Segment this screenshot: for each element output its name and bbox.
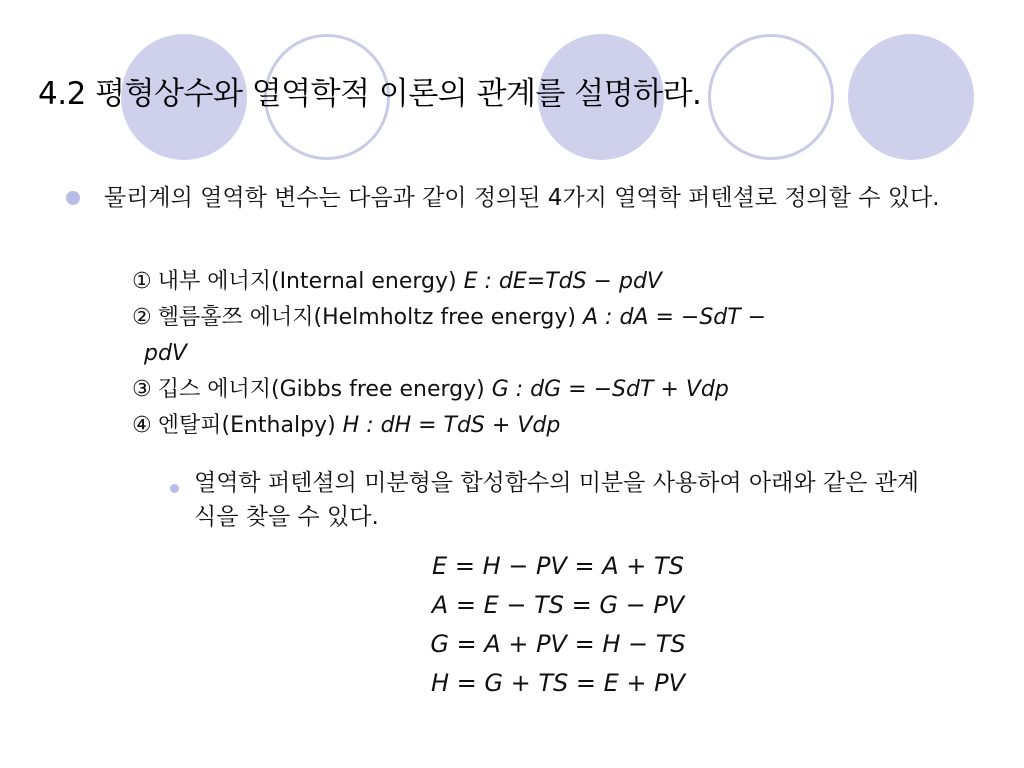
equation-line: A = E − TS = G − PV <box>431 591 685 619</box>
circled-number: ④ <box>132 413 152 438</box>
definition-formula: H : dH = TdS + Vdp <box>342 413 561 438</box>
definition-enthalpy <box>132 408 932 444</box>
slide-title: 4.2 평형상수와 열역학적 이론의 관계를 설명하라. <box>38 76 702 112</box>
definition-formula-continued: pdV <box>144 341 187 366</box>
relation-equations <box>300 547 816 703</box>
intro-text: 물리계의 열역학 변수는 다음과 같이 정의된 4가지 열역학 퍼텐셜로 정의할 수 있다. <box>104 185 940 211</box>
definition-gibbs-energy <box>132 372 932 408</box>
definition-label: 깁스 에너지(Gibbs free energy) <box>157 377 485 402</box>
definition-formula: A : dA = −SdT − <box>583 305 767 330</box>
equation-line: G = A + PV = H − TS <box>430 630 686 658</box>
definition-formula: G : dG = −SdT + Vdp <box>491 377 729 402</box>
bullet-dot-icon <box>66 191 80 205</box>
definition-internal-energy <box>132 264 932 300</box>
potential-definitions <box>132 264 932 444</box>
definition-formula: E : dE=TdS − pdV <box>463 269 662 294</box>
definition-label: 엔탈피(Enthalpy) <box>157 413 336 438</box>
circled-number: ② <box>132 305 152 330</box>
equation-line: E = H − PV = A + TS <box>432 552 684 580</box>
definition-label: 헬름홀쯔 에너지(Helmholtz free energy) <box>157 305 576 330</box>
decor-circle-ring-2 <box>708 34 834 160</box>
decor-circle-filled-3 <box>848 34 974 160</box>
sub-bullet-dot-icon <box>170 484 179 493</box>
circled-number: ③ <box>132 377 152 402</box>
circled-number: ① <box>132 269 152 294</box>
equation-line: H = G + TS = E + PV <box>430 669 686 697</box>
sub-text: 열역학 퍼텐셜의 미분형을 합성함수의 미분을 사용하여 아래와 같은 관계식을 찾을 수 있다. <box>194 470 920 530</box>
definition-helmholtz-energy <box>132 300 932 372</box>
definition-label: 내부 에너지(Internal energy) <box>157 269 457 294</box>
